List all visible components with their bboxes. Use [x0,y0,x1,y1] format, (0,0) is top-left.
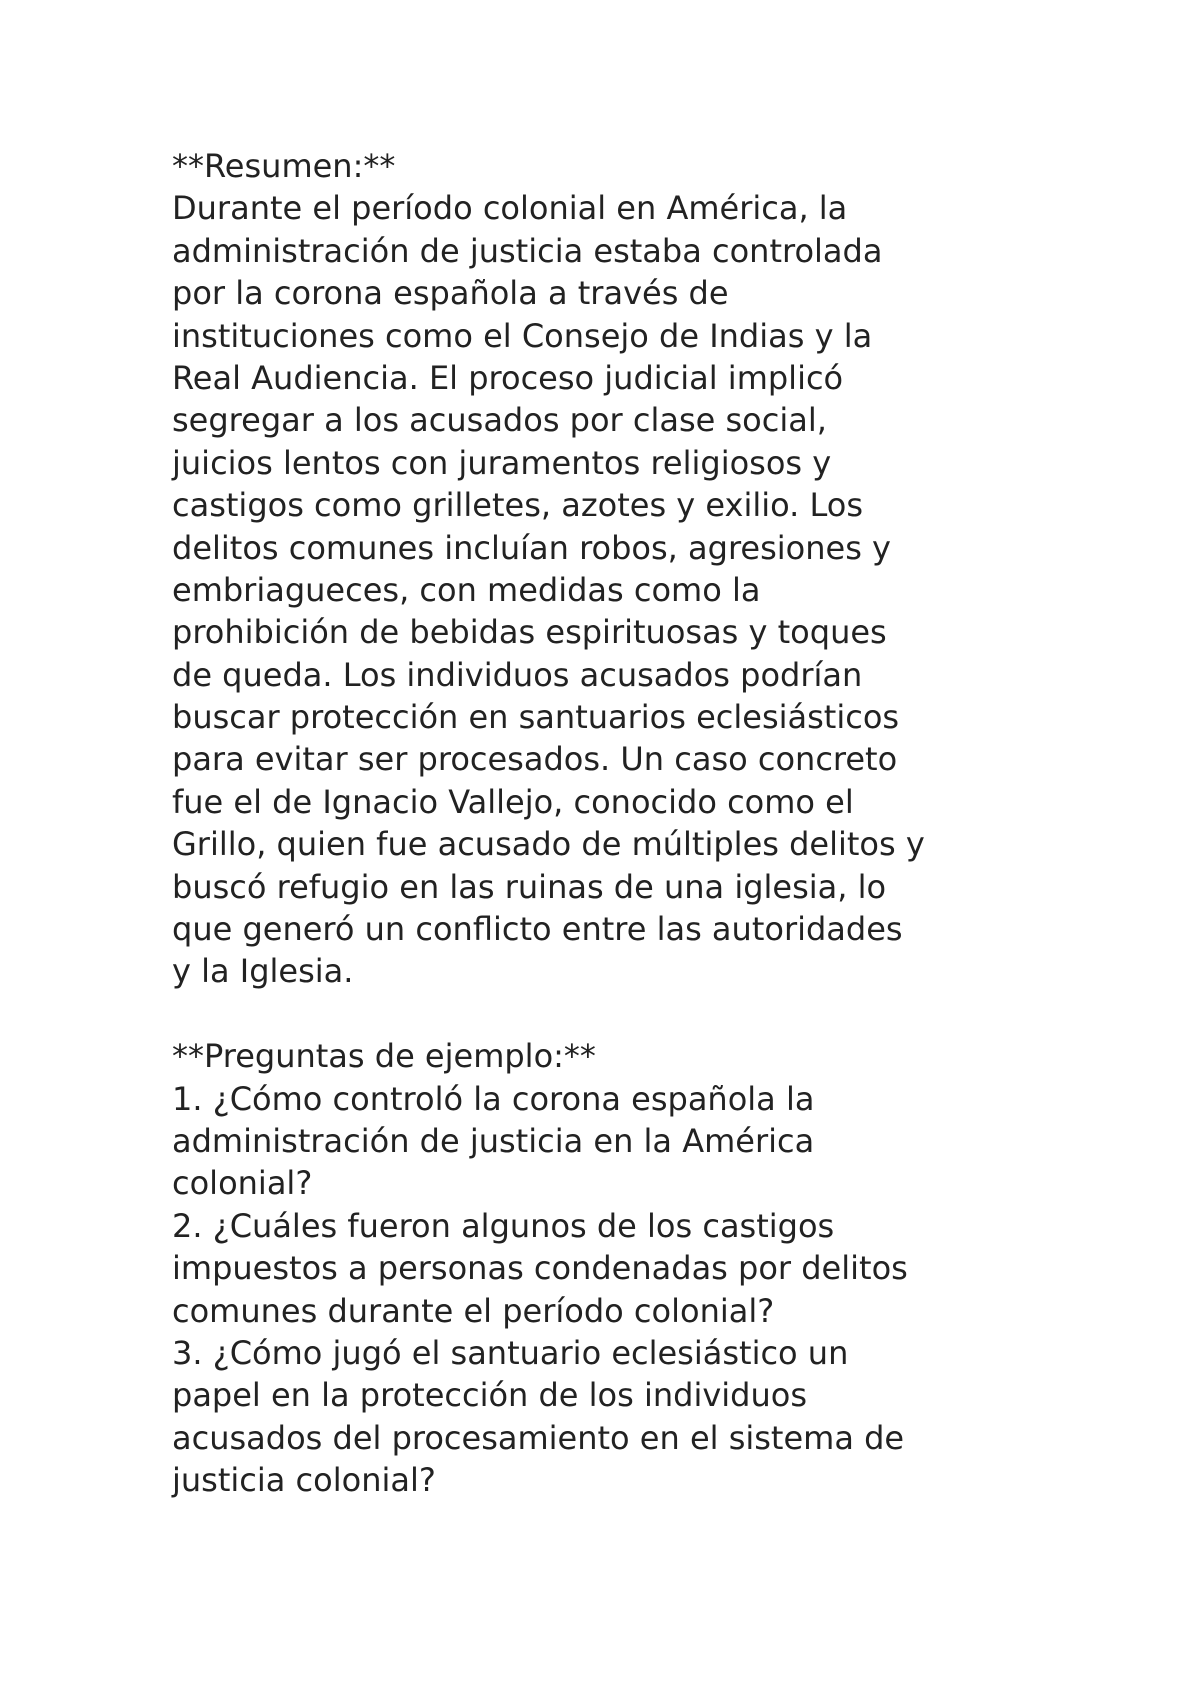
question-line: 3. ¿Cómo jugó el santuario eclesiástico un [172,1333,849,1372]
summary-line: castigos como grilletes, azotes y exilio. Los [172,486,863,525]
document-text [172,145,1072,1502]
summary-line: segregar a los acusados por clase social, [172,401,827,440]
question-line: acusados del procesamiento en el sistema de [172,1418,905,1457]
question-line: 1. ¿Cómo controló la corona española la [172,1079,815,1118]
summary-line: embriagueces, con medidas como la [172,570,761,609]
question-line: justicia colonial? [172,1461,436,1500]
summary-line: prohibición de bebidas espirituosas y toques [172,613,887,652]
summary-line: por la corona española a través de [172,274,729,313]
summary-line: Grillo, quien fue acusado de múltiples delitos y [172,825,925,864]
summary-line: instituciones como el Consejo de Indias y la [172,316,873,355]
questions-heading: **Preguntas de ejemplo:** [172,1037,596,1076]
summary-line: para evitar ser procesados. Un caso concreto [172,740,898,779]
summary-line: administración de justicia estaba controlada [172,231,883,270]
question-line: papel en la protección de los individuos [172,1376,808,1415]
paragraph-spacer [172,993,1072,1035]
question-line: colonial? [172,1164,313,1203]
summary-line: de queda. Los individuos acusados podrían [172,655,863,694]
summary-heading: **Resumen:** [172,147,396,185]
summary-line: fue el de Ignacio Vallejo, conocido como el [172,782,854,821]
question-line: 2. ¿Cuáles fueron algunos de los castigos [172,1206,835,1245]
question-line: impuestos a personas condenadas por delitos [172,1249,908,1288]
summary-line: Durante el período colonial en América, la [172,189,848,228]
summary-line: juicios lentos con juramentos religiosos y [172,443,832,482]
summary-line: buscar protección en santuarios eclesiásticos [172,698,900,737]
summary-line: buscó refugio en las ruinas de una iglesia, lo [172,867,887,906]
summary-line: y la Iglesia. [172,952,354,991]
summary-line: Real Audiencia. El proceso judicial implicó [172,358,844,397]
summary-line: que generó un conflicto entre las autoridades [172,910,903,949]
summary-line: delitos comunes incluían robos, agresiones y [172,528,891,567]
question-line: comunes durante el período colonial? [172,1291,775,1330]
question-line: administración de justicia en la América [172,1121,815,1160]
